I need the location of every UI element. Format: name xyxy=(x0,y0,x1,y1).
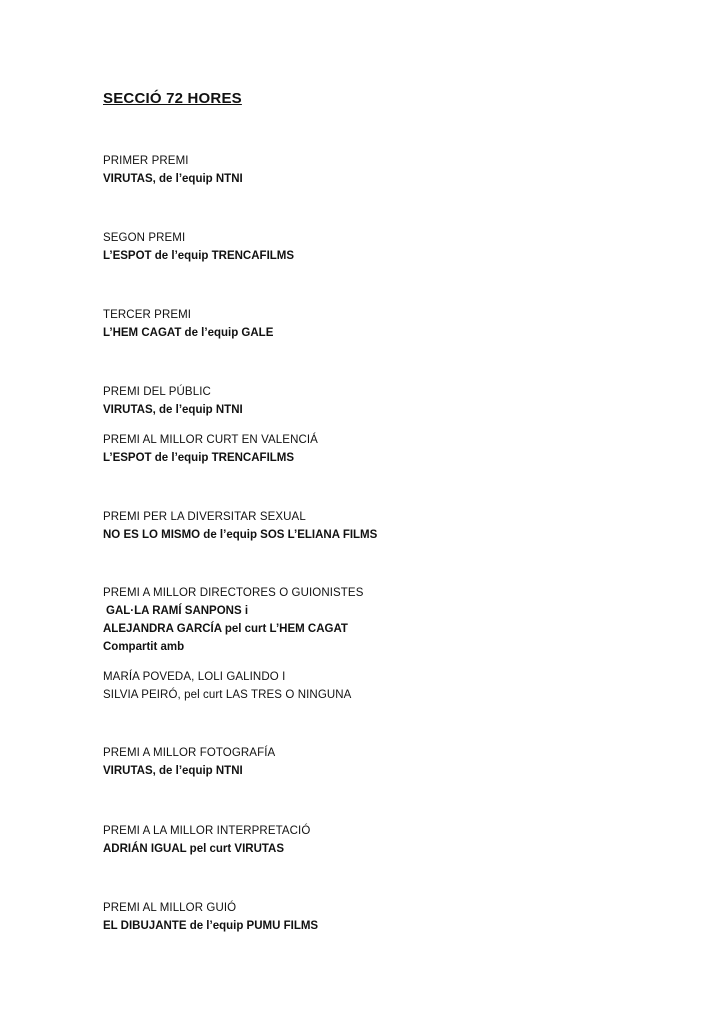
award-winner: ADRIÁN IGUAL pel curt VIRUTAS xyxy=(103,843,285,855)
award-winner: EL DIBUJANTE de l’equip PUMU FILMS xyxy=(103,920,319,932)
award-winner: L’ESPOT de l’equip TRENCAFILMS xyxy=(103,452,295,464)
award-shared-winner: MARÍA POVEDA, LOLI GALINDO I xyxy=(103,671,286,683)
award-shared-winner: SILVIA PEIRÓ, pel curt LAS TRES O NINGUNA xyxy=(103,689,352,701)
award-category: TERCER PREMI xyxy=(103,309,192,321)
award-winner: L’HEM CAGAT de l’equip GALE xyxy=(103,327,274,339)
page-title: SECCIÓ 72 HORES xyxy=(103,90,242,107)
award-category: PREMI AL MILLOR CURT EN VALENCIÁ xyxy=(103,434,318,446)
award-winner: VIRUTAS, de l’equip NTNI xyxy=(103,404,243,416)
award-winner: GAL·LA RAMÍ SANPONS i xyxy=(106,605,249,617)
award-category: PREMI A LA MILLOR INTERPRETACIÓ xyxy=(103,825,311,837)
award-category: PRIMER PREMI xyxy=(103,155,189,167)
award-category: PREMI DEL PÚBLIC xyxy=(103,386,211,398)
award-winner: VIRUTAS, de l’equip NTNI xyxy=(103,765,243,777)
award-category: PREMI PER LA DIVERSITAR SEXUAL xyxy=(103,511,306,523)
award-winner: NO ES LO MISMO de l’equip SOS L’ELIANA FILMS xyxy=(103,529,378,541)
award-category: PREMI A MILLOR DIRECTORES O GUIONISTES xyxy=(103,587,364,599)
award-winner: L’ESPOT de l’equip TRENCAFILMS xyxy=(103,250,295,262)
award-category: PREMI A MILLOR FOTOGRAFÍA xyxy=(103,747,276,759)
award-category: PREMI AL MILLOR GUIÓ xyxy=(103,902,237,914)
award-category: SEGON PREMI xyxy=(103,232,186,244)
award-winner: VIRUTAS, de l’equip NTNI xyxy=(103,173,243,185)
award-winner: ALEJANDRA GARCÍA pel curt L’HEM CAGAT xyxy=(103,623,348,635)
award-winner: Compartit amb xyxy=(103,641,185,653)
